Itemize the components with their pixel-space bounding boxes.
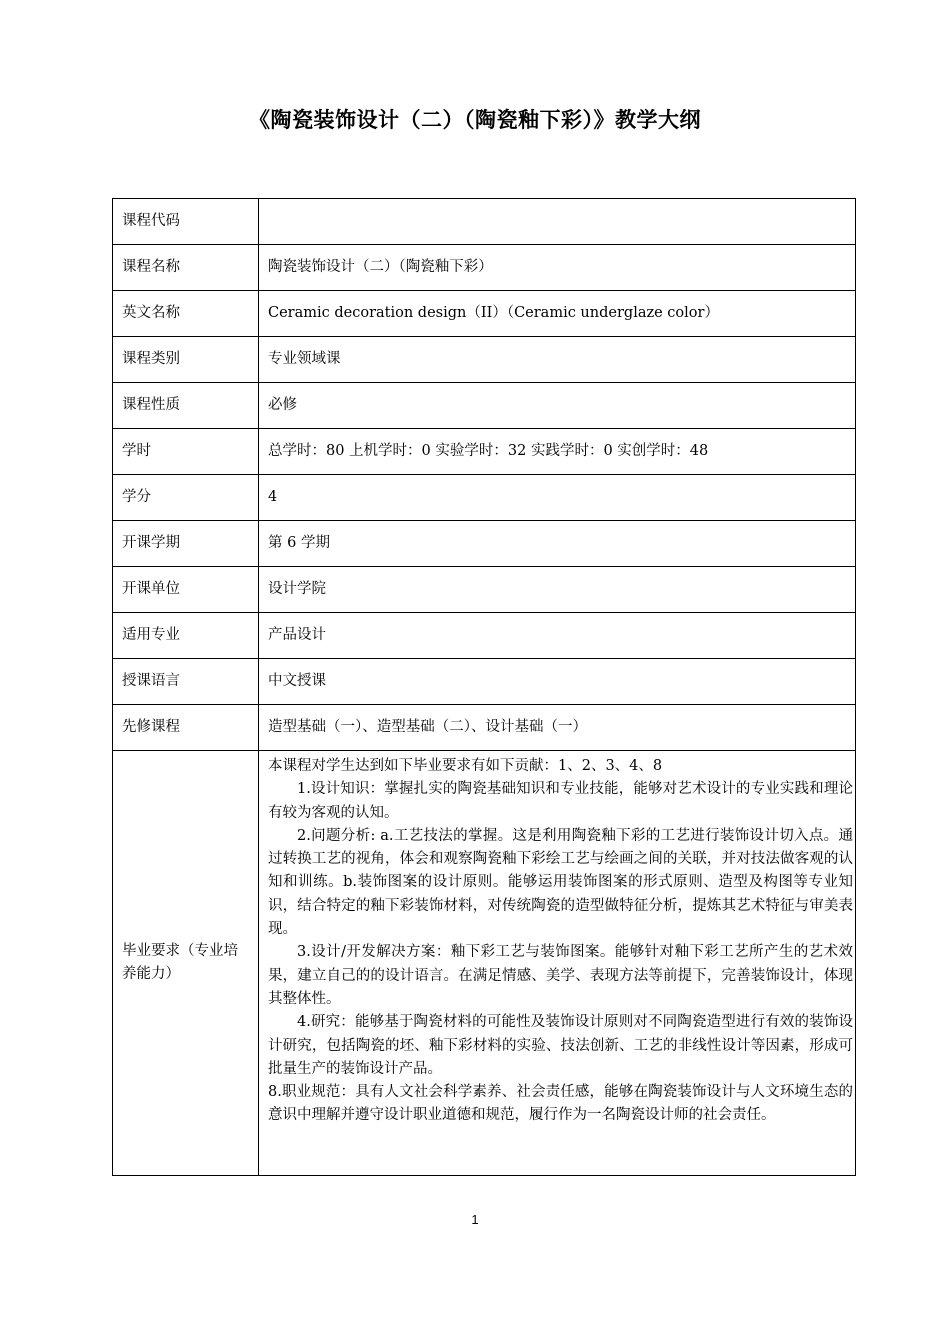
table-row xyxy=(113,521,856,567)
row-value-major: 产品设计 xyxy=(259,613,856,659)
table-row xyxy=(113,245,856,291)
table-row-requirements xyxy=(113,751,856,1176)
requirement-item: 1.设计知识：掌握扎实的陶瓷基础知识和专业技能，能够对艺术设计的专业实践和理论有较为客观的认知。 xyxy=(268,781,853,821)
row-label-requirements: 毕业要求（专业培养能力） xyxy=(113,751,259,1176)
table-row xyxy=(113,659,856,705)
row-label-course-nature: 课程性质 xyxy=(113,383,259,429)
table-row xyxy=(113,291,856,337)
row-label-language: 授课语言 xyxy=(113,659,259,705)
row-label-department: 开课单位 xyxy=(113,567,259,613)
requirement-item: 2.问题分析: a.工艺技法的掌握。这是利用陶瓷釉下彩的工艺进行装饰设计切入点。通过转换工艺的视角，体会和观察陶瓷釉下彩绘工艺与绘画之间的关联，并对技法做客观的认知和训练。b.装饰图案的设计原则。能够运用装饰图案的形式原则、造型及构图等专业知识，结合特定的釉下彩装饰材料，对传统陶瓷的造型做特征分析，提炼其艺术特征与审美表现。 xyxy=(268,827,853,938)
row-label-english-name: 英文名称 xyxy=(113,291,259,337)
row-label-prerequisites: 先修课程 xyxy=(113,705,259,751)
table-row xyxy=(113,337,856,383)
syllabus-table xyxy=(112,198,856,1176)
row-label-hours: 学时 xyxy=(113,429,259,475)
row-value-course-name: 陶瓷装饰设计（二）（陶瓷釉下彩） xyxy=(259,245,856,291)
table-row xyxy=(113,475,856,521)
row-value-course-category: 专业领域课 xyxy=(259,337,856,383)
table-row xyxy=(113,705,856,751)
row-label-major: 适用专业 xyxy=(113,613,259,659)
row-label-course-code: 课程代码 xyxy=(113,199,259,245)
row-value-course-nature: 必修 xyxy=(259,383,856,429)
row-label-semester: 开课学期 xyxy=(113,521,259,567)
requirement-item-professional-ethics: 8.职业规范：具有人文社会科学素养、社会责任感，能够在陶瓷装饰设计与人文环境生态的意识中理解并遵守设计职业道德和规范，履行作为一名陶瓷设计师的社会责任。 xyxy=(268,1084,853,1124)
requirement-item: 4.研究：能够基于陶瓷材料的可能性及装饰设计原则对不同陶瓷造型进行有效的装饰设计研究，包括陶瓷的坯、釉下彩材料的实验、技法创新、工艺的非线性设计等因素，形成可批量生产的装饰设计产品。 xyxy=(268,1014,853,1077)
row-value-prerequisites: 造型基础（一）、造型基础（二）、设计基础（一） xyxy=(259,705,856,751)
page-title: 《陶瓷装饰设计（二）（陶瓷釉下彩）》教学大纲 xyxy=(249,108,701,132)
row-label-credits: 学分 xyxy=(113,475,259,521)
requirements-intro: 本课程对学生达到如下毕业要求有如下贡献：1、2、3、4、8 xyxy=(268,758,663,774)
row-value-course-code xyxy=(259,199,856,245)
row-value-hours: 总学时：80 上机学时：0 实验学时：32 实践学时：0 实创学时：48 xyxy=(259,429,856,475)
table-row xyxy=(113,383,856,429)
row-value-language: 中文授课 xyxy=(259,659,856,705)
page-number: 1 xyxy=(471,1212,479,1227)
row-value-requirements xyxy=(259,751,856,1176)
row-value-semester: 第 6 学期 xyxy=(259,521,856,567)
row-value-department: 设计学院 xyxy=(259,567,856,613)
table-row xyxy=(113,613,856,659)
row-value-credits: 4 xyxy=(259,475,856,521)
row-label-course-name: 课程名称 xyxy=(113,245,259,291)
row-value-english-name: Ceramic decoration design（II）（Ceramic underglaze color） xyxy=(259,291,856,337)
row-label-course-category: 课程类别 xyxy=(113,337,259,383)
table-row xyxy=(113,567,856,613)
requirement-item: 3.设计/开发解决方案：釉下彩工艺与装饰图案。能够针对釉下彩工艺所产生的艺术效果，建立自己的的设计语言。在满足情感、美学、表现方法等前提下，完善装饰设计，体现其整体性。 xyxy=(268,944,853,1007)
table-row xyxy=(113,429,856,475)
table-row xyxy=(113,199,856,245)
